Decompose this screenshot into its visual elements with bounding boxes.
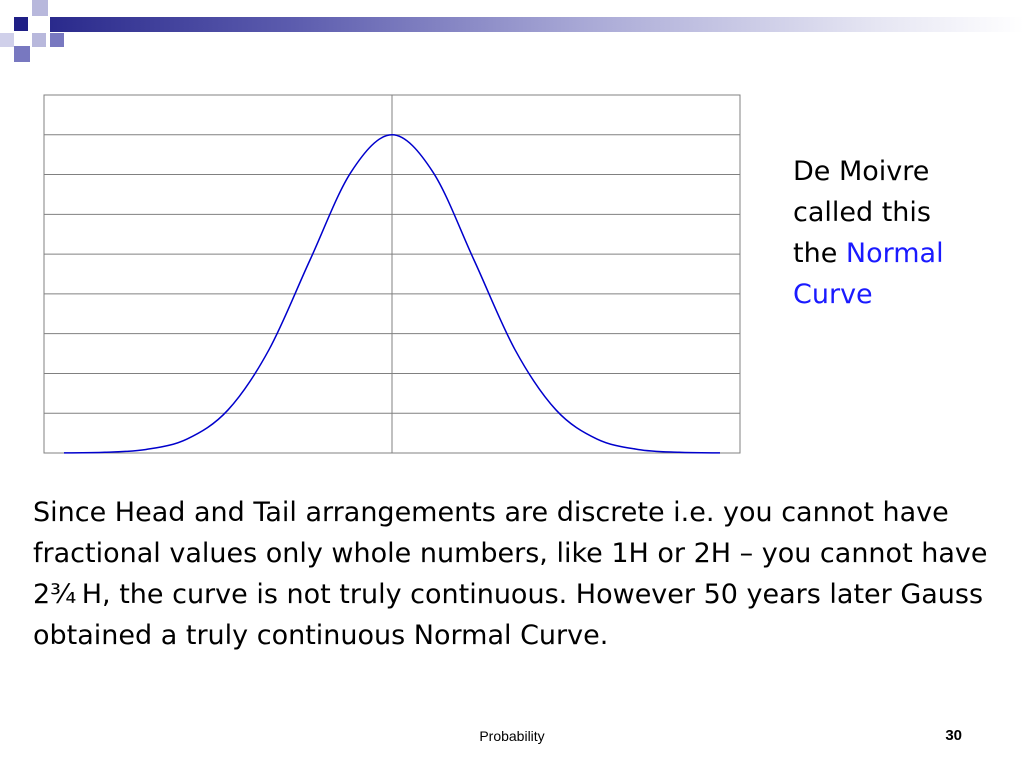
- chart-grid: [44, 95, 740, 453]
- curve-highlight: Curve: [793, 279, 873, 310]
- body-paragraph: Since Head and Tail arrangements are discrete i.e. you cannot have fractional values only whole numbers, like 1H or 2H – you cannot have 2¾ H, the curve is not truly continuous. However 50 years later Gauss obtained a truly continuous Normal Curve.: [33, 497, 988, 651]
- footer-label: Probability: [479, 728, 545, 744]
- page-number: 30: [945, 727, 962, 744]
- side-note-line-3: [793, 233, 1013, 274]
- side-note: [793, 151, 1013, 315]
- side-note-line-3-prefix: the: [793, 238, 846, 269]
- side-note-line-2: called this: [793, 197, 931, 228]
- normal-highlight: Normal: [845, 238, 944, 269]
- side-note-line-1: De Moivre: [793, 156, 930, 187]
